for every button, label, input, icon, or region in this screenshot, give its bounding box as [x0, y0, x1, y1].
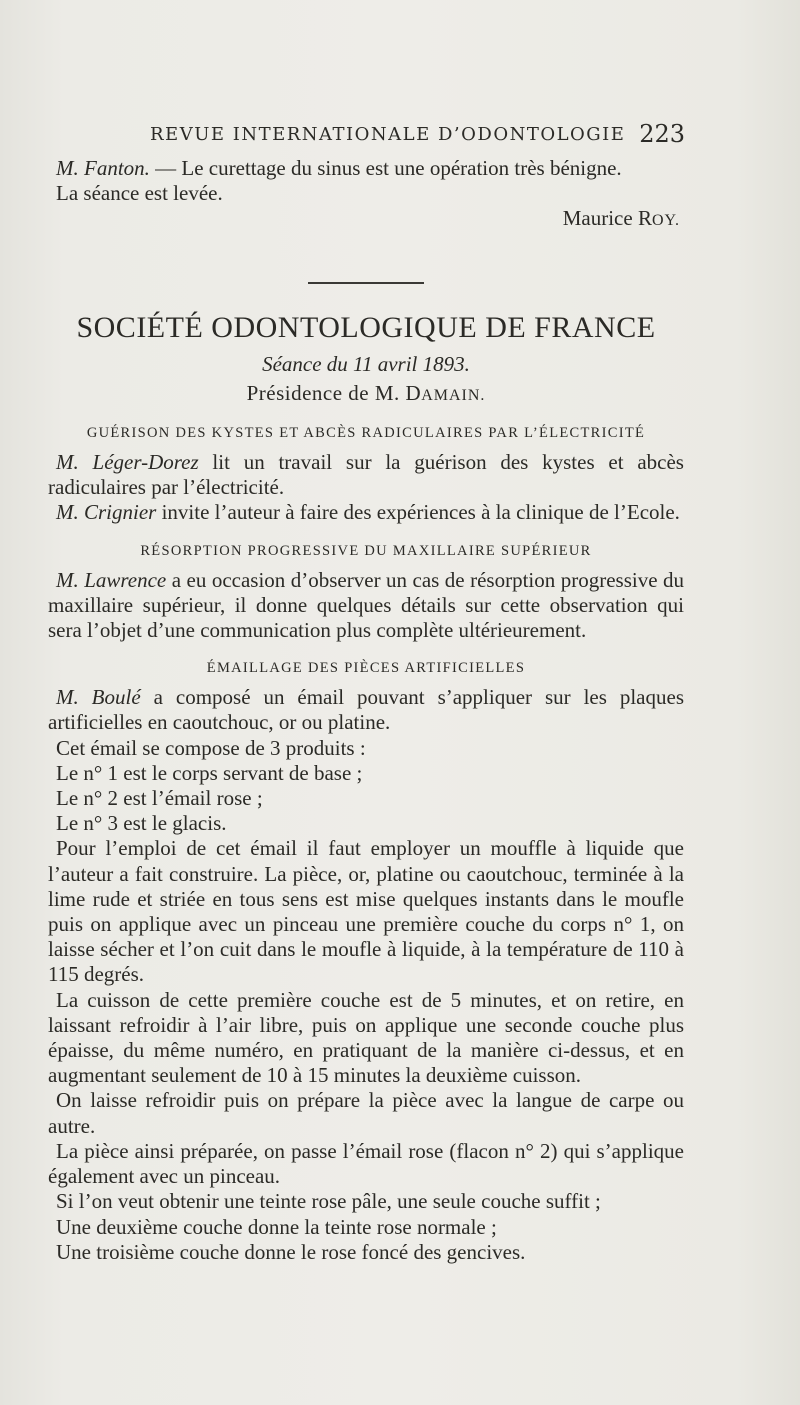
paragraph: Le n° 2 est l’émail rose ; — [56, 786, 263, 811]
paragraph-text: invite l’auteur à faire des expériences à la clinique de l’Ecole. — [156, 500, 680, 525]
speaker-name: M. Lawrence — [56, 567, 167, 592]
paragraph: Le n° 1 est le corps servant de base ; — [56, 760, 363, 785]
paragraph: On laisse refroidir puis on prépare la pièce avec la langue de carpe ou autre. — [48, 1088, 684, 1138]
signature-first-name: Maurice — [562, 206, 638, 231]
paragraph: Si l’on veut obtenir une teinte rose pâle, une seule couche suffit ; — [56, 1189, 601, 1214]
signature-initial: R — [637, 206, 652, 231]
running-header — [150, 122, 685, 148]
paragraph: Une troisième couche donne le rose foncé des gencives. — [56, 1239, 526, 1264]
speaker-name: M. Crignier — [56, 500, 157, 525]
signature — [48, 206, 684, 233]
speaker-name: M. Fanton. — [56, 156, 150, 180]
speaker-name: M. Boulé — [56, 685, 141, 710]
paragraph-text: lit un travail sur la guérison des kystes et abcès radiculaires par l’électricité. — [48, 450, 684, 500]
paragraph-text: a composé un émail pouvant s’appliquer sur les plaques artificielles en caoutchouc, or ou platine. — [48, 685, 684, 735]
section-heading-kystes: GUÉRISON DES KYSTES ET ABCÈS RADICULAIRES PAR L’ÉLECTRICITÉ — [86, 425, 646, 442]
paragraph: Cet émail se compose de 3 produits : — [56, 735, 366, 760]
signature-rest: OY. — [651, 212, 680, 230]
page-body — [48, 156, 684, 1265]
section-heading-resorption: RÉSORPTION PROGRESSIVE DU MAXILLAIRE SUPÉRIEUR — [140, 542, 592, 559]
paragraph-leger-dorez — [48, 450, 684, 500]
presidence-name-rest: AMAIN. — [421, 386, 486, 404]
section-heading-emaillage: ÉMAILLAGE DES PIÈCES ARTIFICIELLES — [206, 660, 526, 677]
presidence-prefix: Présidence de M. D — [246, 380, 422, 405]
speaker-name: M. Léger-Dorez — [56, 450, 199, 475]
paragraph: La cuisson de cette première couche est de 5 minutes, et on retire, en laissant refroidir à l’air libre, puis on applique une seconde couche plus épaisse, du même numéro, en pratiquant de la manière ci-dessus, et en augmentant seulement de 10 à 15 minutes la deuxième cuisson. — [48, 987, 684, 1088]
presidence — [48, 381, 684, 408]
paragraph-text: — Le curettage du sinus est une opération très bénigne. — [149, 156, 622, 180]
paragraph-fanton — [48, 156, 684, 181]
society-title: SOCIÉTÉ ODONTOLOGIQUE DE FRANCE — [76, 310, 656, 344]
paragraph: Pour l’emploi de cet émail il faut employer un mouffle à liquide que l’auteur a fait construire. La pièce, or, platine ou caoutchouc, terminée à la lime rude et striée en tous sens est mise quelques instants dans le moufle puis on applique avec un pinceau une première couche du corps n° 1, on laisse sécher et l’on cuit dans le moufle à liquide, à la température de 110 à 115 degrés. — [48, 836, 684, 987]
paragraph: Une deuxième couche donne la teinte rose normale ; — [56, 1214, 497, 1239]
paragraph-boule — [48, 685, 684, 735]
paragraph-seance-levee: La séance est levée. — [56, 181, 223, 206]
paragraph: La pièce ainsi préparée, on passe l’émail rose (flacon n° 2) qui s’applique également avec un pinceau. — [48, 1138, 684, 1189]
seance-date: Séance du 11 avril 1893. — [262, 351, 470, 376]
page-number: 223 — [639, 120, 685, 148]
paragraph: Le n° 3 est le glacis. — [56, 811, 227, 836]
section-rule — [308, 282, 424, 284]
paragraph-text: a eu occasion d’observer un cas de résorption progressive du maxillaire supérieur, il donne quelques détails sur cette observation qui sera l’objet d’une communication plus complète ultérieurement. — [48, 567, 684, 643]
paragraph-lawrence — [48, 568, 684, 644]
running-title: REVUE INTERNATIONALE D’ODONTOLOGIE — [150, 124, 626, 145]
paragraph-crignier — [48, 500, 684, 525]
